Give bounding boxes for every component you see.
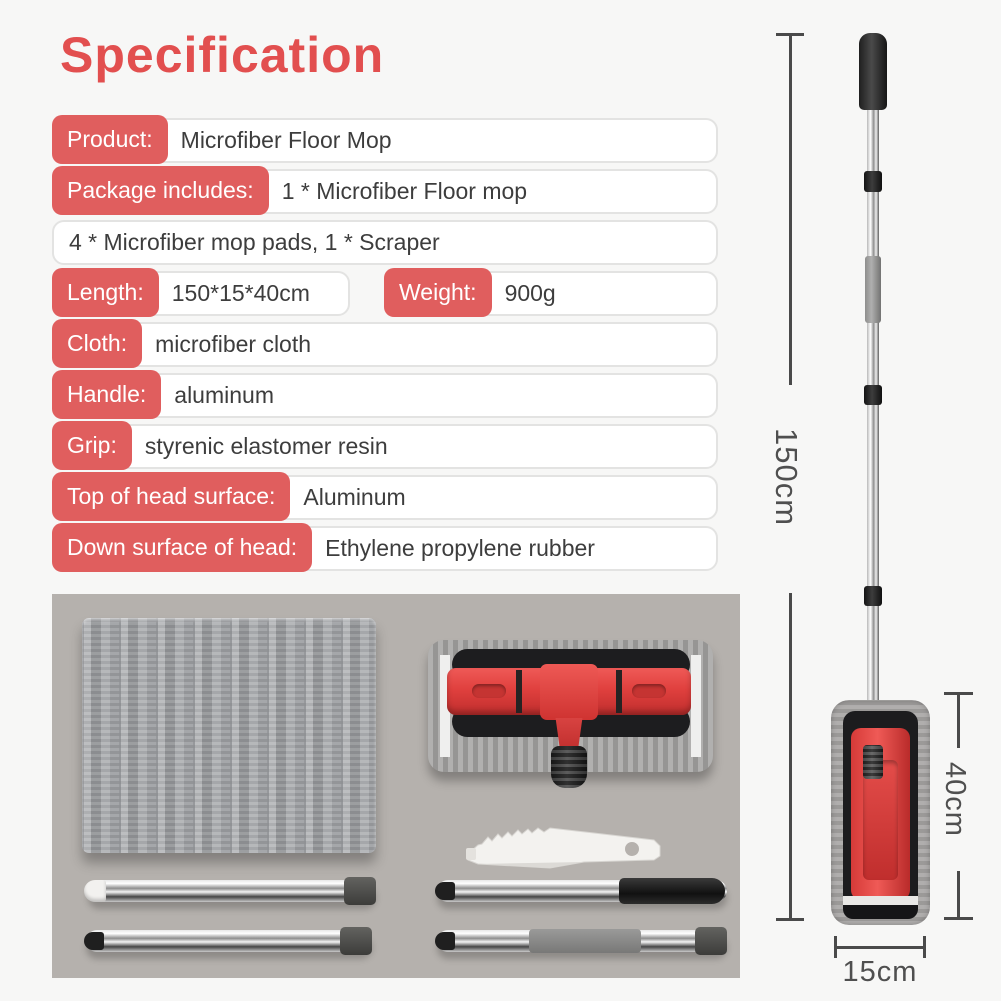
spec-label-top-of-head-surface: Top of head surface: bbox=[52, 472, 290, 521]
spec-label-product: Product: bbox=[52, 115, 168, 164]
mop-grip-image bbox=[859, 33, 887, 110]
rod-black-tip bbox=[84, 932, 104, 950]
head-black-strip bbox=[843, 905, 918, 919]
spec-pill bbox=[52, 526, 718, 571]
package-contents-photo bbox=[52, 594, 740, 978]
page-title: Specification bbox=[60, 27, 385, 83]
pole-connector-band bbox=[864, 385, 882, 405]
dimension-line bbox=[957, 871, 960, 919]
head-frame-gap bbox=[516, 670, 522, 713]
spec-value-top-of-head-surface: Aluminum bbox=[303, 484, 406, 510]
spec-value-package-includes-2: 4 * Microfiber mop pads, 1 * Scraper bbox=[69, 229, 440, 255]
spec-label-weight: Weight: bbox=[384, 268, 492, 317]
spec-row-top-of-head-surface bbox=[52, 475, 718, 520]
rod-end-cap bbox=[695, 927, 727, 955]
spec-pill bbox=[52, 424, 718, 469]
dimension-tick bbox=[923, 936, 926, 958]
spec-pill bbox=[52, 322, 718, 367]
rod-gray-sleeve bbox=[529, 929, 641, 953]
spec-label-cloth: Cloth: bbox=[52, 319, 142, 368]
head-frame-gap bbox=[616, 670, 622, 713]
pole-head-collar bbox=[863, 745, 883, 779]
spec-label-handle: Handle: bbox=[52, 370, 161, 419]
spec-row-length-weight bbox=[52, 271, 718, 316]
head-clip-slot bbox=[632, 684, 666, 698]
dimension-cap bbox=[776, 918, 804, 921]
dimension-label-40cm: 40cm bbox=[939, 762, 971, 837]
rod-black-grip bbox=[619, 878, 725, 904]
pole-connector-band bbox=[864, 171, 882, 192]
spec-value-down-surface-of-head: Ethylene propylene rubber bbox=[325, 535, 595, 561]
spec-value-handle: aluminum bbox=[174, 382, 274, 408]
spec-label-down-surface-of-head: Down surface of head: bbox=[52, 523, 312, 572]
handle-rod-image bbox=[437, 880, 727, 902]
spec-pill bbox=[52, 373, 718, 418]
dimension-line bbox=[834, 946, 926, 949]
spec-pill bbox=[52, 169, 718, 214]
pole-gray-sleeve bbox=[865, 256, 881, 323]
handle-rod-image bbox=[437, 930, 727, 952]
spec-label-package-includes: Package includes: bbox=[52, 166, 269, 215]
spec-row-package-includes bbox=[52, 169, 718, 214]
dimension-line bbox=[789, 593, 792, 920]
head-plate-edge bbox=[691, 655, 701, 757]
spec-label-grip: Grip: bbox=[52, 421, 132, 470]
spec-row-down-surface-of-head bbox=[52, 526, 718, 571]
dimension-label-15cm: 15cm bbox=[842, 956, 918, 988]
rod-black-tip bbox=[435, 882, 455, 900]
spec-list bbox=[52, 118, 718, 571]
head-joint-collar bbox=[551, 746, 587, 788]
spec-row-product bbox=[52, 118, 718, 163]
spec-row-cloth bbox=[52, 322, 718, 367]
rod-end-cap bbox=[340, 927, 372, 955]
handle-rod-image bbox=[86, 930, 372, 952]
dimension-line bbox=[957, 692, 960, 748]
rod-end-cap bbox=[344, 877, 376, 905]
head-center-joint bbox=[540, 664, 598, 720]
spec-value-length: 150*15*40cm bbox=[171, 280, 310, 306]
head-clip-slot bbox=[472, 684, 506, 698]
spec-label-length: Length: bbox=[52, 268, 159, 317]
pole-connector-band bbox=[864, 586, 882, 606]
spec-value-cloth: microfiber cloth bbox=[155, 331, 312, 357]
mop-head-side-view-image bbox=[831, 700, 930, 925]
spec-value-package-includes: 1 * Microfiber Floor mop bbox=[281, 178, 528, 204]
spec-pill bbox=[52, 220, 718, 265]
mop-head-top-view-image bbox=[428, 640, 713, 772]
spec-value-weight: 900g bbox=[504, 280, 556, 306]
spec-pill bbox=[52, 475, 718, 520]
rod-white-tip bbox=[84, 880, 106, 902]
mop-pads-stack-image bbox=[82, 618, 376, 853]
handle-rod-image bbox=[88, 880, 376, 902]
dimension-label-150cm: 150cm bbox=[769, 428, 804, 527]
spec-pill bbox=[52, 118, 718, 163]
dimension-cap bbox=[944, 917, 973, 920]
spec-value-grip: styrenic elastomer resin bbox=[144, 433, 388, 459]
dimension-line bbox=[789, 33, 792, 385]
scraper-image bbox=[464, 824, 664, 884]
spec-value-product: Microfiber Floor Mop bbox=[180, 127, 392, 153]
spec-pill-length bbox=[52, 271, 350, 316]
spec-pill-weight bbox=[384, 271, 718, 316]
spec-row-grip bbox=[52, 424, 718, 469]
mop-pole-image bbox=[867, 108, 879, 748]
spec-row-package-includes-2 bbox=[52, 220, 718, 265]
rod-black-tip bbox=[435, 932, 455, 950]
spec-row-handle bbox=[52, 373, 718, 418]
